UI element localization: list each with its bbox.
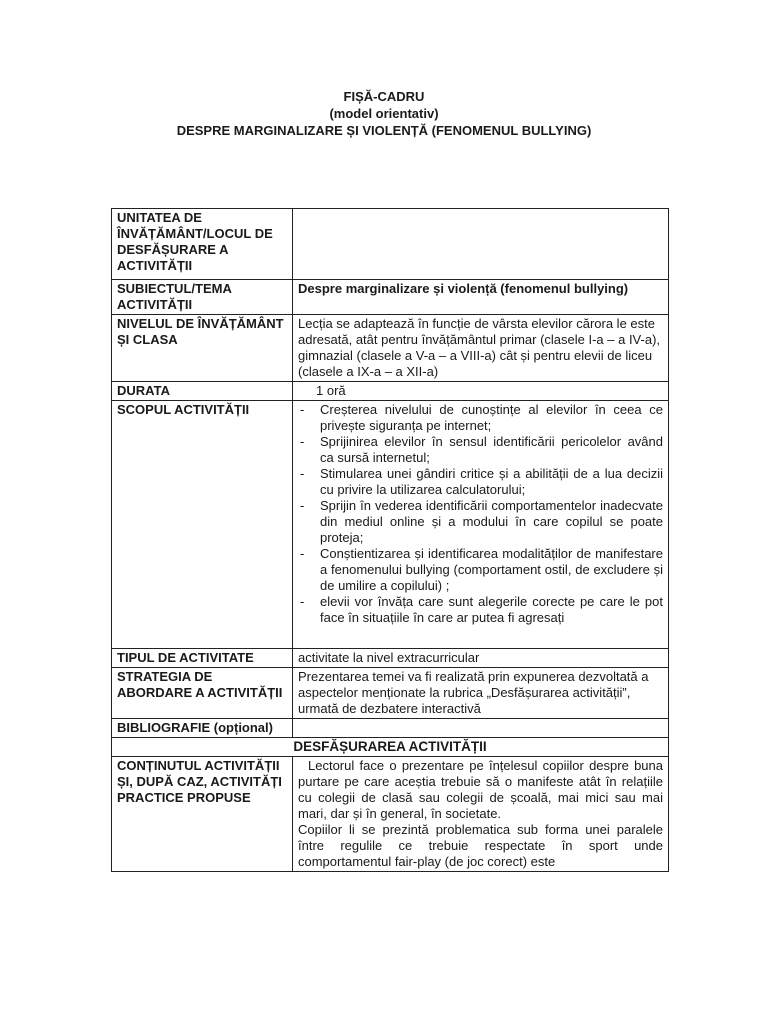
purpose-item: - Sprijin în vederea identificării comportamentelor inadecvate din mediul online și a modului în care copilul se poate proteja; — [300, 498, 663, 545]
document-topic: DESPRE MARGINALIZARE ȘI VIOLENȚĂ (FENOMENUL BULLYING) — [176, 123, 592, 138]
content-paragraph: Copiilor li se prezintă problematica sub forma unei paralele între regulile ce trebuie respectate în sport unde comportamentul fair-play (de joc corect) este — [298, 822, 663, 869]
table-row-purpose — [112, 401, 669, 649]
purpose-item-text: Conștientizarea și identificarea modalităților de manifestare a fenomenului bullying (comportament ostil, de excludere și de umilire a copilului) ; — [320, 546, 663, 593]
purpose-item: - Creșterea nivelului de cunoștințe al elevilor în ceea ce privește siguranța pe internet; — [300, 402, 663, 433]
table-row-subject — [112, 280, 669, 315]
section-heading: DESFĂȘURAREA ACTIVITĂȚII — [112, 738, 669, 757]
strategy-value: Prezentarea temei va fi realizată prin expunerea dezvoltată a aspectelor menționate la rubrica „Desfășurarea activității”, urmată de dezbatere interactivă — [293, 668, 669, 719]
purpose-item: - elevii vor învăța care sunt alegerile corecte pe care le pot face în situațiile în care ar putea fi agresați — [300, 594, 663, 625]
purpose-item: - Conștientizarea și identificarea modalităților de manifestare a fenomenului bullying (comportament ostil, de excludere și de umilire a copilului) ; — [300, 546, 663, 593]
duration-text: 1 oră — [316, 383, 346, 398]
purpose-item-text: Creșterea nivelului de cunoștințe al elevilor în ceea ce privește siguranța pe internet; — [320, 402, 663, 433]
purpose-item-text: Sprijinirea elevilor în sensul identificării pericolelor având ca sursă internetul; — [320, 434, 663, 465]
type-label: TIPUL DE ACTIVITATE — [112, 649, 293, 668]
duration-label: DURATA — [112, 382, 293, 401]
level-value: Lecția se adaptează în funcție de vârsta elevilor cărora le este adresată, atât pentru învățământul primar (clasele I-a – a IV-a), gimnazial (clasele a V-a – a VIII-a) cât și pentru elevii de liceu (clasele a IX-a – a XII-a) — [293, 315, 669, 382]
subject-value: Despre marginalizare și violență (fenomenul bullying) — [293, 280, 669, 315]
purpose-item-text: Stimularea unei gândiri critice și a abilității de a lua decizii cu privire la utilizarea calculatorului; — [320, 466, 663, 497]
table-row-strategy — [112, 668, 669, 719]
content-paragraph: Lectorul face o prezentare pe înțelesul copiilor despre buna purtare pe care aceștia trebuie să o manifeste atât în relațiile cu colegii de clasă sau colegii de școală, mai mici sau mai mari, dar și în general, în societate. — [298, 758, 663, 821]
purpose-item: - Stimularea unei gândiri critice și a abilității de a lua decizii cu privire la utilizarea calculatorului; — [300, 466, 663, 497]
table-row-type — [112, 649, 669, 668]
duration-value — [293, 382, 669, 401]
unit-value — [293, 209, 669, 280]
document-subtitle: (model orientativ) — [329, 106, 439, 121]
level-label: NIVELUL DE ÎNVĂȚĂMÂNT ȘI CLASA — [112, 315, 293, 382]
activity-form-table — [111, 208, 669, 872]
purpose-item: - Sprijinirea elevilor în sensul identificării pericolelor având ca sursă internetul; — [300, 434, 663, 465]
document-title: FIȘĂ-CADRU — [343, 89, 425, 104]
subject-label: SUBIECTUL/TEMA ACTIVITĂȚII — [112, 280, 293, 315]
bibliography-value — [293, 719, 669, 738]
purpose-list — [298, 402, 663, 626]
content-label: CONȚINUTUL ACTIVITĂȚII ȘI, DUPĂ CAZ, ACTIVITĂȚI PRACTICE PROPUSE — [112, 757, 293, 872]
table-row-bibliography — [112, 719, 669, 738]
purpose-value — [293, 401, 669, 649]
table-row-content — [112, 757, 669, 872]
table-row-section-heading — [112, 738, 669, 757]
document-header — [0, 88, 768, 139]
content-value — [293, 757, 669, 872]
purpose-label: SCOPUL ACTIVITĂȚII — [112, 401, 293, 649]
purpose-item-text: Sprijin în vederea identificării comportamentelor inadecvate din mediul online și a modului în care copilul se poate proteja; — [320, 498, 663, 545]
unit-label: UNITATEA DE ÎNVĂȚĂMÂNT/LOCUL DE DESFĂȘURARE A ACTIVITĂȚII — [112, 209, 293, 280]
bibliography-label: BIBLIOGRAFIE (opțional) — [112, 719, 293, 738]
type-value: activitate la nivel extracurricular — [293, 649, 669, 668]
table-row-duration — [112, 382, 669, 401]
table-row-unit — [112, 209, 669, 280]
strategy-label: STRATEGIA DE ABORDARE A ACTIVITĂȚII — [112, 668, 293, 719]
purpose-item-text: elevii vor învăța care sunt alegerile corecte pe care le pot face în situațiile în care ar putea fi agresați — [320, 594, 663, 625]
table-row-level — [112, 315, 669, 382]
